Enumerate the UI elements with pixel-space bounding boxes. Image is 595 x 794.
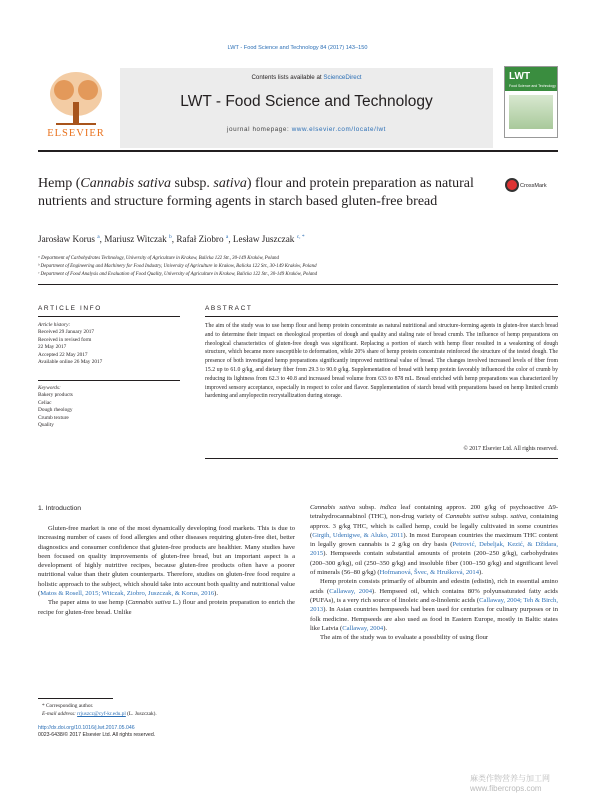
citation-link[interactable]: Matos & Rosell, 2015; Witczak, Ziobro, Juszczak, & Korus, 2016 [40,590,215,598]
author-name[interactable]: Jarosław Korus [38,234,98,245]
running-head: LWT - Food Science and Technology 84 (2017) 143–150 [227,45,368,51]
history-item: Available online 26 May 2017 [38,359,103,366]
journal-homepage [120,126,493,133]
keyword: Quality [38,422,54,429]
footnote-rule [38,698,113,699]
history-item: 22 May 2017 [38,344,67,351]
keywords-label: Keywords: [38,385,61,391]
doi-link[interactable]: http://dx.doi.org/10.1016/j.lwt.2017.05.046 [38,725,135,731]
keyword: Dough rheology [38,407,73,414]
email-suffix: (L. Juszczak). [125,711,157,717]
keywords [38,385,180,429]
author-name[interactable]: Rafał Ziobro [176,234,226,245]
header-rule [38,150,558,152]
article-info-rule [38,316,180,317]
email-link[interactable]: rrjuszcz@cyf-kr.edu.pl [77,711,126,717]
title-species: Cannabis sativa [80,176,172,191]
keyword: Crumb texture [38,414,69,421]
author-name[interactable]: Lesław Juszczak [232,234,297,245]
paragraph: Hemp protein consists primarily of albumin and edestin (edistin), rich in essential amino acids (Callaway, 2004). Hempseed oil, which contains 80% polyunsaturated fatty acids (PUFAs), is a very rich source of linoleic and α-linolenic acids (Callaway, 2004; Teh & Birch, 2013). In Asian countries hempseeds had been used for centuries for culinary purposes or in folk medicine. Hempseeds are also used as food in Eastern Europe, mostly in Baltic states like Latvia (Callaway, 2004). [310,578,558,632]
affiliation-c: ᶜ Department of Food Analysis and Evaluation of Food Quality, University of Agriculture in Krakow, Balicka 122 Str., 30-149 Kraków, Poland [38,272,318,277]
citation-link[interactable]: Girgih, Udenigwe, & Aluko, 2011 [312,531,404,539]
crossmark-label[interactable]: CrossMark [520,183,547,189]
affiliation-b: ᵇ Department of Engineering and Machinery for Food Industry, University of Agriculture in Krakow, Balicka 122 Str., 30-149 Kraków, Poland [38,264,317,269]
history-item: Received 29 January 2017 [38,329,95,336]
watermark: 麻类作物营养与加工网 www.fibercrops.com [470,774,550,793]
email-line [42,710,292,718]
elsevier-wordmark: ELSEVIER [47,128,105,139]
author-name[interactable]: Mariusz Witczak [104,234,170,245]
keyword: Bakery products [38,392,73,399]
author-affiliation-marker[interactable]: a [97,234,100,240]
paragraph: The paper aims to use hemp (Cannabis sativa L.) flour and protein preparation to enrich the recipe for gluten-free bread. Unlike [38,599,295,616]
article-history [38,322,180,366]
citation-link[interactable]: Petrović, Debeljak, Kezić, & Džidara, 2015 [310,541,558,558]
author-affiliation-marker[interactable]: c, * [296,234,305,240]
body-column-right [310,503,558,642]
citation-link[interactable]: Hofmanová, Švec, & Hrušková, 2014 [379,569,480,577]
corresponding-author-note: * Corresponding author. [42,703,94,709]
author-list: Jarosław Korus $^a$, Mariusz Witczak $^b$, Rafał Ziobro $^a$, Lesław Juszczak $^{c, *}$ [38,234,305,245]
contents-line [120,74,493,81]
abstract-copyright: © 2017 Elsevier Ltd. All rights reserved. [463,446,558,452]
title-part: Hemp ( [38,176,81,191]
citation-link[interactable]: Callaway, 2004 [329,587,372,595]
title-part: subsp. [171,176,214,191]
contents-prefix: Contents lists available at [251,74,322,81]
citation-link[interactable]: Callaway, 2004; Teh & Birch, 2013 [310,596,558,614]
keywords-rule [38,380,180,381]
citation-link[interactable]: Callaway, 2004 [342,624,384,632]
paragraph: Gluten-free market is one of the most dynamically developing food markets. This is due to increasing number of cases of food allergies and other diseases requiring gluten-free diet, better diagnostics and consumer confidence that gluten-free products are healthier. Many studies have been focused on quality improvements of gluten-free bread, but an important aspect is a development of highly nutritive recipes, because gluten-free products often have a poorer nutritional value than their gluten counterparts. Therefore, studies on gluten-free food require a holistic approach to the subject, which should take into account both quality and nutritional value (Matos & Rosell, 2015; Witczak, Ziobro, Juszczak, & Korus, 2016). [38,525,295,598]
section-rule [38,284,558,285]
abstract-heading: ABSTRACT [205,305,253,312]
cover-subtitle: Food Science and Technology [509,84,556,88]
journal-title: LWT - Food Science and Technology [180,93,433,110]
crossmark-icon[interactable] [505,178,519,192]
issn-line: 0023-6438/© 2017 Elsevier Ltd. All rights reserved. [38,732,156,739]
author-affiliation-marker[interactable]: a [225,234,229,240]
history-item: Accepted 22 May 2017 [38,351,88,358]
paragraph: The aim of the study was to evaluate a possibility of using flour [320,634,489,642]
title-subspecies: sativa [213,176,247,191]
cover-image [509,95,553,129]
title-part: ) flour and protein preparation as natural nutrients and structure forming agents in starch based gluten-free bread [38,176,474,209]
author-affiliation-marker[interactable]: b [169,234,172,240]
article-title [38,175,478,211]
abstract-end-rule [205,458,558,459]
doi-block [38,725,288,740]
body-column-left [38,524,295,617]
homepage-prefix: journal homepage: [227,126,290,133]
section-heading-introduction: 1. Introduction [38,505,82,512]
affiliation-a: ᵃ Department of Carbohydrates Technology, University of Agriculture in Krakow, Balicka 122 Str., 30-149 Kraków, Poland [38,256,279,261]
footnote [42,702,292,718]
paragraph: Cannabis sativa subsp. indica leaf containing approx. 200 g/kg of psychoactive Δ9-tetrahydrocannabinol (THC), non-drug variety of Cannabis sativa subsp. sativa, containing approx. 3 g/kg THC, which is called hemp, could be legally cultivated in some countries (Girgih, Udenigwe, & Aluko, 2011). In most European countries the maximum THC content in legally grown cannabis is 2 g/kg on dry basis (Petrović, Debeljak, Kezić, & Džidara, 2015). Hempseeds contain substantial amounts of protein (200–250 g/kg), carbohydrates (200–300 g/kg), oil (250–350 g/kg) and insoluble fiber (100–150 g/kg) and significant level of minerals (56–80 g/kg) (Hofmanová, Švec, & Hrušková, 2014). [310,504,559,577]
sciencedirect-link[interactable]: ScienceDirect [323,74,362,81]
homepage-link[interactable]: www.elsevier.com/locate/lwt [291,126,386,133]
keyword: Celiac [38,399,52,406]
history-label: Article history: [38,322,71,328]
journal-cover-thumbnail[interactable] [504,66,558,138]
cover-title: LWT [509,71,531,82]
abstract-rule [205,316,558,317]
article-info-heading: ARTICLE INFO [38,305,102,312]
history-item: Received in revised form [38,336,92,343]
email-label: E-mail address: [42,711,76,717]
abstract-text: The aim of the study was to use hemp flour and hemp protein concentrate as natural nutritional and structure-forming agents in gluten-free starch bread and to determine their impact on rheological properties of dough and quality and staling rate of bread crumb. The influence of hemp preparations on rheological characteristics of gluten-free dough was significant. Replacing a portion of starch with hemp flour resulted in a weakening of dough structure, which became more susceptible to deformation, while 20% share of hemp protein concentrate reinforced the structure of the tested dough. The presence of both investigated hemp preparations significantly improved nutritional value of bread. The changes involved increased levels of fiber from 15.2 up to 61.0 g/kg, and dietary fiber from 29.3 to 90.0 g/kg. Supplementation of bread with hemp protein favorably influenced the color of crumb by reducing its lightness from 62.3 to 40.8 and increased bread volume from 633 to 878 mL. Bread enriched with hemp preparations was characterized by improved sensory acceptance, especially in respect to color and flavor. Supplementation of starch bread with preparations based on hemp limited crumb hardening and amylopectin recrystallization during storage. [205,323,558,400]
